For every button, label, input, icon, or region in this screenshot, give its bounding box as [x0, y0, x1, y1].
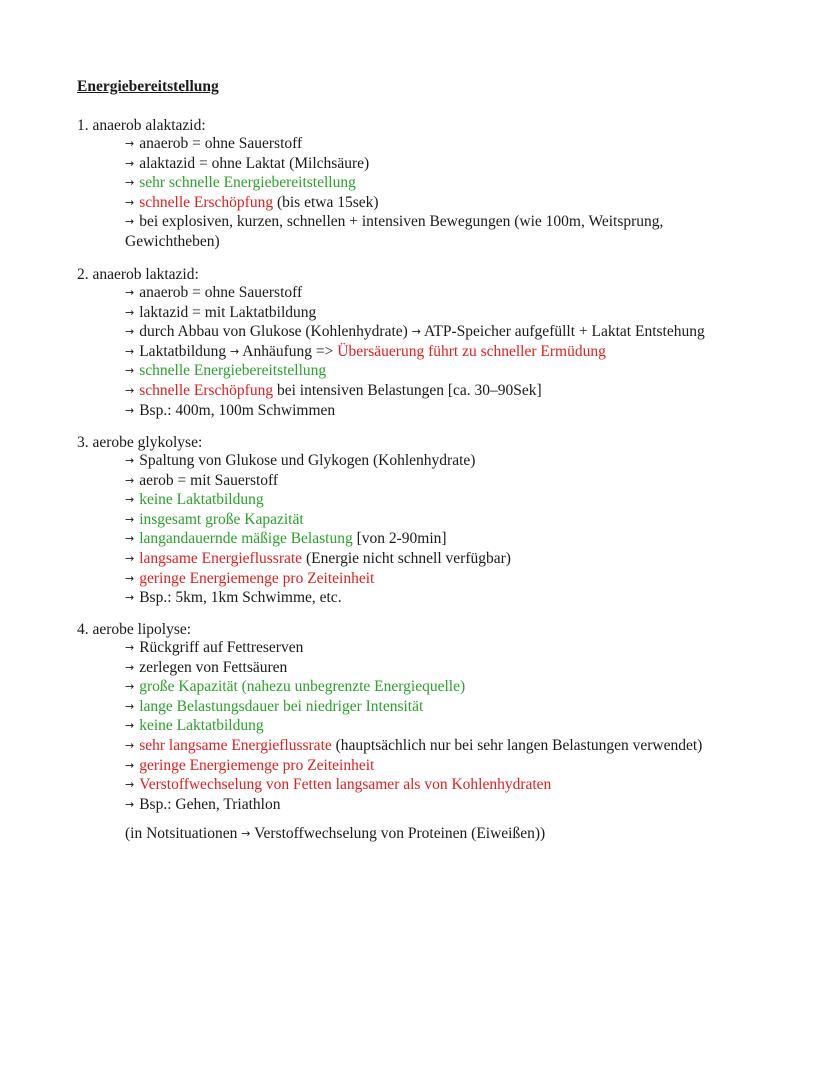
section-heading: 1. anaerob alaktazid:	[77, 117, 206, 134]
list-item	[125, 511, 777, 531]
list-item	[125, 155, 777, 175]
arrow-icon: →	[125, 176, 135, 190]
arrow-icon: →	[125, 660, 135, 674]
item-text: sehr schnelle Energiebereitstellung	[139, 174, 356, 192]
list-item	[125, 452, 777, 472]
arrow-icon: →	[125, 738, 135, 752]
list-item	[125, 362, 777, 382]
list-item	[125, 491, 777, 511]
item-text: keine Laktatbildung	[139, 491, 264, 509]
arrow-icon: →	[125, 758, 135, 772]
section-items	[77, 284, 777, 421]
section-anaerob-alaktazid	[77, 116, 777, 252]
item-text: Rückgriff auf Fettreserven	[139, 639, 304, 656]
list-item	[125, 589, 777, 609]
section-heading: 4. aerobe lipolyse:	[77, 621, 192, 638]
section-items	[77, 639, 777, 815]
item-text: (Energie nicht schnell verfügbar)	[302, 549, 511, 567]
list-item	[125, 284, 777, 304]
arrow-icon: →	[125, 305, 135, 319]
arrow-icon: →	[125, 699, 135, 713]
section-items	[77, 135, 777, 252]
item-text: zerlegen von Fettsäuren	[139, 658, 288, 676]
note-text-after: Verstoffwechselung von Proteinen (Eiweißen))	[250, 825, 546, 842]
item-text: Laktatbildung	[139, 342, 231, 360]
arrow-icon: →	[125, 286, 135, 299]
item-text: lange Belastungsdauer bei niedriger Intensität	[139, 697, 424, 715]
item-text: Bsp.: Gehen, Triathlon	[139, 795, 281, 813]
item-text: geringe Energiemenge pro Zeiteinheit	[139, 569, 375, 587]
arrow-icon: →	[125, 344, 135, 358]
arrow-icon: →	[125, 325, 135, 339]
list-item	[125, 213, 777, 251]
arrow-icon: →	[125, 591, 135, 605]
list-item	[125, 717, 777, 737]
list-item	[125, 757, 777, 777]
item-text: große Kapazität (nahezu unbegrenzte Energiequelle)	[139, 678, 466, 696]
arrow-icon: →	[125, 364, 135, 378]
list-item	[125, 402, 777, 422]
arrow-icon: →	[125, 719, 135, 733]
list-item	[125, 639, 777, 659]
item-text: anaerob = ohne Sauerstoff	[139, 284, 303, 301]
item-text: bei explosiven, kurzen, schnellen + intensiven Bewegungen (wie 100m, Weitsprung,	[139, 213, 664, 231]
list-item	[125, 343, 777, 363]
item-text: langandauernde mäßige Belastung	[139, 530, 353, 548]
item-text: laktazid = mit Laktatbildung	[139, 303, 317, 321]
item-text: Anhäufung =>	[239, 342, 338, 360]
arrow-icon: →	[125, 137, 135, 150]
item-text: Übersäuerung führt zu schneller Ermüdung	[337, 342, 606, 360]
item-text: [von 2-90min]	[352, 530, 447, 548]
arrow-icon: →	[125, 571, 135, 585]
list-item	[125, 323, 777, 343]
item-text: alaktazid = ohne Laktat (Milchsäure)	[139, 154, 370, 172]
item-text: (hauptsächlich nur bei sehr langen Belastungen verwendet)	[331, 736, 703, 754]
arrow-icon: →	[125, 493, 135, 507]
arrow-icon: →	[125, 195, 135, 209]
arrow-icon: →	[125, 532, 135, 546]
arrow-icon: →	[411, 325, 421, 339]
list-item	[125, 382, 777, 402]
list-item	[125, 194, 777, 214]
arrow-icon: →	[125, 641, 135, 654]
list-item	[125, 530, 777, 550]
item-text: schnelle Erschöpfung	[139, 381, 274, 399]
arrow-icon: →	[125, 383, 135, 397]
arrow-icon: →	[230, 344, 240, 358]
arrow-icon: →	[125, 454, 135, 467]
arrow-icon: →	[125, 778, 135, 792]
page-title: Energiebereitstellung	[77, 78, 219, 95]
item-text: Verstoffwechselung von Fetten langsamer als von Kohlenhydraten	[139, 776, 552, 794]
arrow-icon: →	[125, 680, 135, 694]
item-text: sehr langsame Energieflussrate	[139, 736, 332, 754]
section-anaerob-laktazid	[77, 265, 777, 421]
note-text-before: (in Notsituationen	[125, 825, 242, 842]
section-items	[77, 452, 777, 609]
item-text: langsame Energieflussrate	[139, 549, 303, 567]
item-text: durch Abbau von Glukose (Kohlenhydrate)	[139, 323, 412, 341]
arrow-icon: →	[125, 797, 135, 811]
list-item	[125, 737, 777, 757]
arrow-icon: →	[125, 512, 135, 526]
item-continuation: Gewichtheben)	[125, 232, 220, 250]
arrow-icon: →	[125, 215, 135, 229]
list-item	[125, 472, 777, 492]
arrow-icon: →	[125, 551, 135, 565]
item-text: Bsp.: 400m, 100m Schwimmen	[139, 401, 336, 419]
section-heading: 3. aerobe glykolyse:	[77, 434, 203, 451]
item-text: (bis etwa 15sek)	[273, 193, 379, 211]
section-heading: 2. anaerob laktazid:	[77, 266, 199, 283]
item-text: keine Laktatbildung	[139, 717, 264, 735]
list-item	[125, 174, 777, 194]
list-item	[125, 698, 777, 718]
list-item	[125, 776, 777, 796]
item-text: ATP-Speicher aufgefüllt + Laktat Entstehung	[420, 323, 705, 341]
arrow-icon: →	[125, 156, 135, 170]
arrow-icon: →	[125, 403, 135, 417]
protein-note	[125, 824, 545, 844]
section-aerobe-glykolyse	[77, 433, 777, 609]
section-aerobe-lipolyse	[77, 620, 777, 815]
item-text: schnelle Erschöpfung	[139, 193, 274, 211]
item-text: Bsp.: 5km, 1km Schwimme, etc.	[139, 589, 342, 607]
list-item	[125, 135, 777, 155]
item-text: aerob = mit Sauerstoff	[139, 471, 279, 489]
list-item	[125, 304, 777, 324]
item-text: anaerob = ohne Sauerstoff	[139, 135, 303, 152]
item-text: schnelle Energiebereitstellung	[139, 362, 327, 380]
item-text: bei intensiven Belastungen [ca. 30–90Sek]	[273, 381, 542, 399]
item-text: geringe Energiemenge pro Zeiteinheit	[139, 756, 375, 774]
item-text: insgesamt große Kapazität	[139, 510, 304, 528]
list-item	[125, 659, 777, 679]
list-item	[125, 550, 777, 570]
list-item	[125, 796, 777, 816]
arrow-icon: →	[241, 827, 251, 840]
list-item	[125, 570, 777, 590]
item-text: Spaltung von Glukose und Glykogen (Kohlenhydrate)	[139, 452, 476, 469]
arrow-icon: →	[125, 473, 135, 487]
list-item	[125, 678, 777, 698]
